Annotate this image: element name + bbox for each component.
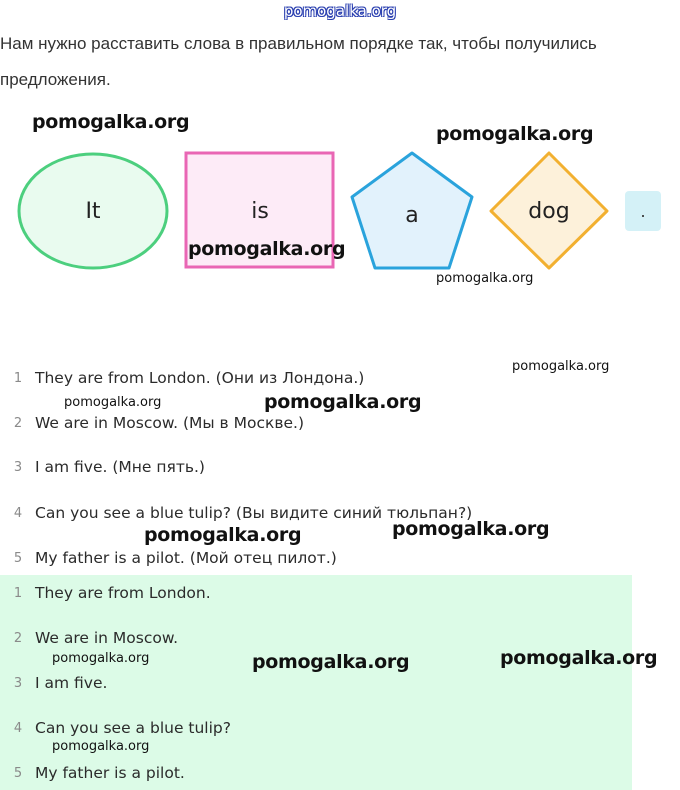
list-item [0,411,304,435]
answer-item [0,761,185,785]
watermark: pomogalka.org [32,111,190,133]
word-period: . [625,191,661,231]
item-text: I am five. [35,674,108,692]
answer-item [0,716,231,740]
watermark: pomogalka.org [52,651,150,666]
intro-line-1: Нам нужно расставить слова в правильном порядке так, чтобы получились [0,34,597,53]
item-text: We are in Moscow. [35,629,179,647]
watermark: pomogalka.org [512,359,610,374]
item-text: My father is a pilot. [35,764,185,782]
item-text: They are from London. (Они из Лондона.) [35,369,365,387]
watermark: pomogalka.org [144,524,302,546]
item-text: I am five. (Мне пять.) [35,458,205,476]
answer-item [0,671,107,695]
item-number: 5 [13,550,23,566]
intro-line-2: предложения. [0,70,111,89]
item-number: 4 [13,505,23,521]
watermark: pomogalka.org [264,391,422,413]
item-text: My father is a pilot. (Мой отец пилот.) [35,549,337,567]
item-text: Can you see a blue tulip? [35,719,231,737]
watermark: pomogalka.org [436,123,594,145]
item-number: 5 [13,765,23,781]
watermark: pomogalka.org [500,647,658,669]
list-item [0,366,364,390]
item-number: 1 [13,585,23,601]
watermark: pomogalka.org [64,395,162,410]
item-number: 1 [13,370,23,386]
watermark: pomogalka.org [436,271,534,286]
item-number: 3 [13,675,23,691]
item-text: Can you see a blue tulip? (Вы видите синий тюльпан?) [35,504,473,522]
word-is: is [251,198,269,224]
item-number: 2 [13,415,23,431]
answer-item [0,626,178,650]
item-number: 3 [13,459,23,475]
site-watermark-top: pomogalka.org [283,2,397,20]
item-text: We are in Moscow. (Мы в Москве.) [35,414,305,432]
watermark: pomogalka.org [252,651,410,673]
word-a: a [405,202,419,228]
word-it: It [85,198,101,224]
watermark: pomogalka.org [392,518,550,540]
item-text: They are from London. [35,584,211,602]
watermark: pomogalka.org [52,739,150,754]
item-number: 2 [13,630,23,646]
list-item [0,455,205,479]
list-item [0,546,337,570]
item-number: 4 [13,720,23,736]
watermark: pomogalka.org [188,238,346,260]
word-dog: dog [528,198,570,224]
answer-item [0,581,211,605]
